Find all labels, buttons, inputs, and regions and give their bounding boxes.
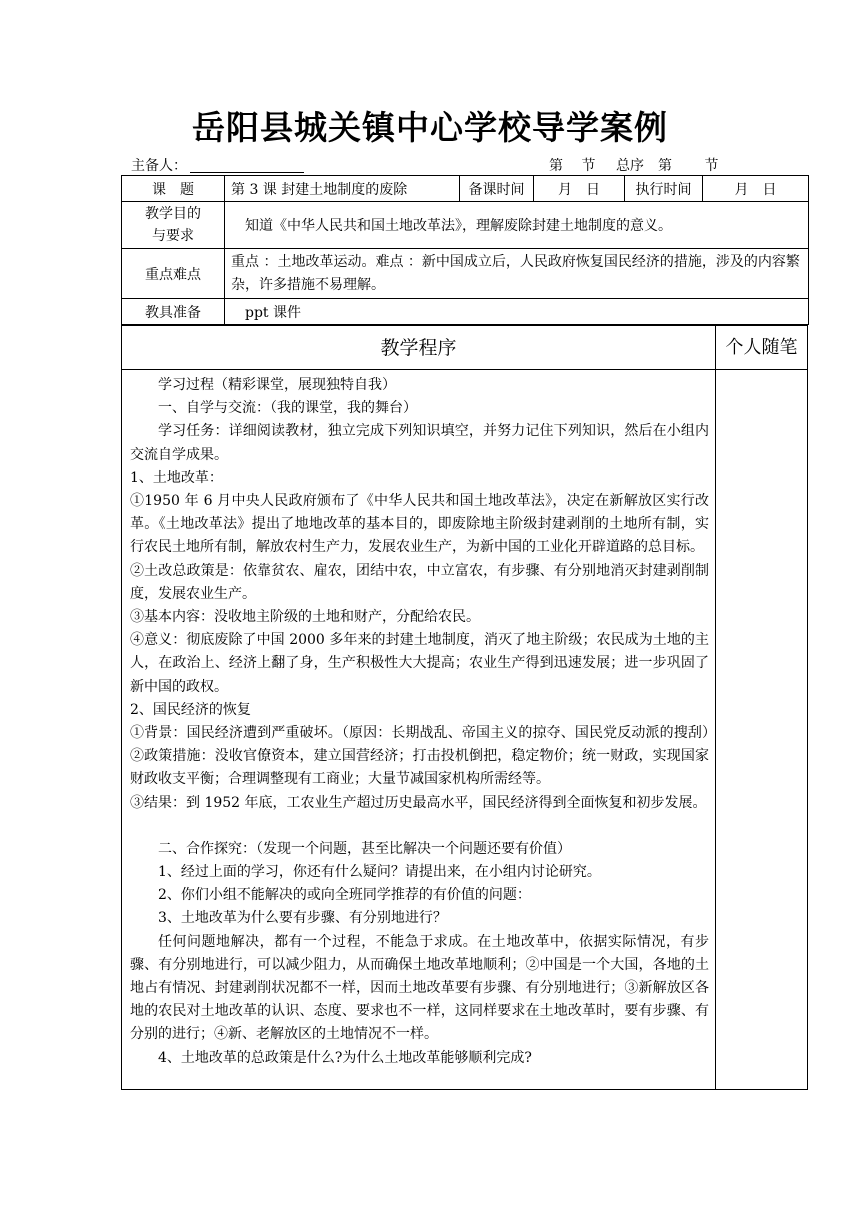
notes-column (716, 370, 807, 1089)
line-land-reform: 1、土地改革： (130, 469, 223, 486)
topic-label: 课 题 (122, 176, 225, 202)
prep-date: 月 日 (534, 176, 625, 202)
total-number: 总序 第 节 (616, 158, 719, 174)
blank-line (130, 815, 709, 838)
exec-time-label: 执行时间 (625, 176, 703, 202)
goal-label-line2: 与要求 (152, 228, 194, 244)
line-section2: 二、合作探究：（发现一个问题，甚至比解决一个问题还要有价值） (158, 840, 571, 857)
line-point-2: ②土改总政策是：依靠贫农、雇农，团结中农，中立富农，有步骤、有分别地消灭封建剥削制度，发展农业生产。 (130, 562, 709, 602)
exec-date: 月 日 (703, 176, 809, 202)
topic-value: 第 3 课 封建土地制度的废除 (225, 176, 460, 202)
prep-time-label: 备课时间 (460, 176, 534, 202)
tools-value: ppt 课件 (225, 299, 809, 325)
goal-value: 知道《中华人民共和国土地改革法》，理解废除封建土地制度的意义。 (225, 202, 809, 249)
author-blank (190, 172, 304, 173)
procedure-table (121, 325, 808, 1090)
procedure-heading: 教学程序 (122, 326, 716, 370)
line-question-4: 4、土地改革的总政策是什么?为什么土地改革能够顺利完成? (158, 1049, 532, 1066)
line-economy: 2、国民经济的恢复 (130, 701, 251, 718)
line-task: 学习任务：详细阅读教材，独立完成下列知识填空，并努力记住下列知识，然后在小组内交流自学成果。 (130, 423, 709, 463)
line-economy-background: ①背景：国民经济遭到严重破坏。（原因：长期战乱、帝国主义的掠夺、国民党反动派的搜刮） ②政策措施：没收官僚资本，建立国营经济；打击投机倒把，稳定物价；统一财政，实现国家财政收支平衡；合理调整现有工商业；大量节减国家机构所需经等。 (130, 725, 723, 788)
tools-label: 教具准备 (122, 299, 225, 325)
goal-label-line1: 教学目的 (145, 206, 201, 222)
line-economy-result: ③结果：到 1952 年底，工农业生产超过历史最高水平，国民经济得到全面恢复和初步发展。 (130, 794, 707, 811)
line-point-1: ①1950 年 6 月中央人民政府颁布了《中华人民共和国土地改革法》，决定在新解放区实行改革。《土地改革法》提出了地地改革的基本目的，即废除地主阶级封建剥削的土地所有制，实行农民土地所有制，解放农村生产力，发展农业生产，为新中国的工业化开辟道路的总目标。 (130, 493, 709, 556)
meta-row (0, 152, 860, 176)
notes-heading: 个人随笔 (716, 326, 807, 370)
lesson-info-table (121, 175, 809, 325)
procedure-body (122, 370, 723, 1089)
section-number: 第 节 (549, 158, 596, 174)
goal-label (122, 202, 225, 249)
key-label: 重点难点 (122, 249, 225, 299)
line-question-1: 1、经过上面的学习，你还有什么疑问？请提出来，在小组内讨论研究。 (158, 864, 601, 881)
key-value: 重点 ：土地改革运动。难点 ：新中国成立后，人民政府恢复国民经济的措施，涉及的内容繁杂，许多措施不易理解。 (225, 249, 809, 299)
page-title: 岳阳县城关镇中心学校导学案例 (192, 108, 668, 147)
line-question-2: 2、你们小组不能解决的或向全班同学推荐的有价值的问题： (158, 887, 531, 904)
line-process: 学习过程（精彩课堂，展现独特自我） (158, 377, 396, 393)
line-point-3: ③基本内容：没收地主阶级的土地和财产，分配给农民。 (130, 609, 480, 626)
line-section1: 一、自学与交流：（我的课堂，我的舞台） (158, 400, 417, 417)
author-label: 主备人： (131, 158, 187, 174)
line-point-4: ④意义：彻底废除了中国 2000 多年来的封建土地制度，消灭了地主阶级；农民成为土地的主人，在政治上、经济上翻了身，生产积极性大大提高；农业生产得到迅速发展；进一步巩固了新中国的政权。 (130, 632, 709, 695)
line-answer-3: 任何问题地解决，都有一个过程，不能急于求成。在土地改革中，依据实际情况，有步骤、有分别地进行，可以减少阻力，从而确保土地改革地顺利；②中国是一个大国，各地的土地占有情况、封建剥削状况都不一样，因而土地改革要有步骤、有分别地进行；③新解放区各地的农民对土地改革的认识、态度、要求也不一样，这同样要求在土地改革时，要有步骤、有分别的进行；④新、老解放区的土地情况不一样。 (130, 933, 709, 1043)
line-question-3: 3、土地改革为什么要有步骤、有分别地进行？ (158, 910, 447, 927)
